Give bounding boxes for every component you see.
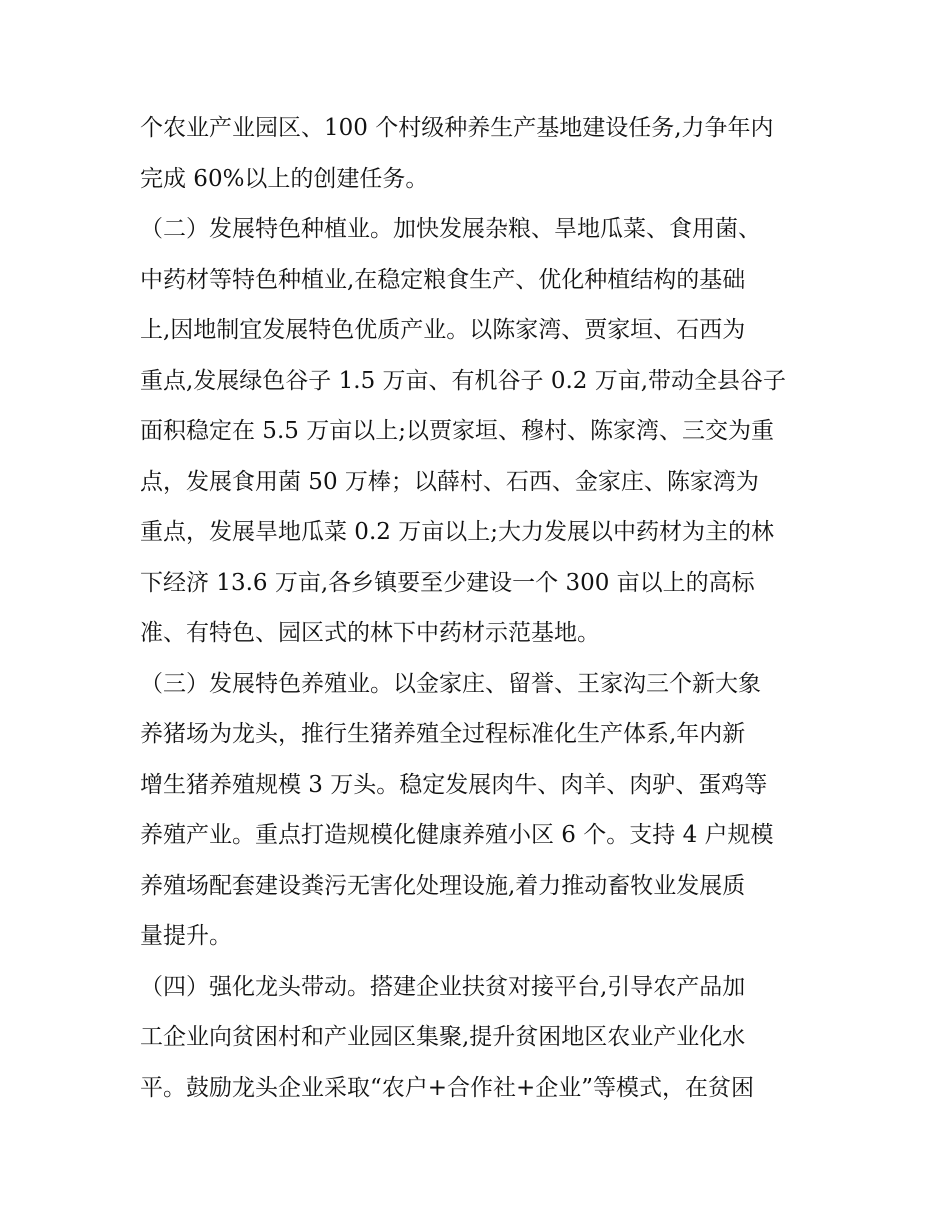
text-line: 重点，发展旱地瓜菜 0.2 万亩以上;大力发展以中药材为主的林 [140,519,774,545]
text-line: （四）强化龙头带动。搭建企业扶贫对接平台,引导农产品加 [140,973,746,1000]
text-line: 养猪场为龙头，推行生猪养殖全过程标准化生产体系,年内新 [140,721,746,747]
text-line: 面积稳定在 5.5 万亩以上;以贾家垣、穆村、陈家湾、三交为重 [140,418,774,444]
text-line: 个农业产业园区、100 个村级种养生产基地建设任务,力争年内 [140,115,774,141]
text-line: 中药材等特色种植业,在稳定粮食生产、优化种植结构的基础 [140,266,746,293]
text-line: （三）发展特色养殖业。以金家庄、留誉、王家沟三个新大象 [140,670,761,697]
text-line: 工企业向贫困村和产业园区集聚,提升贫困地区农业产业化水 [140,1024,746,1050]
text-line: 增生猪养殖规模 3 万头。稳定发展肉牛、肉羊、肉驴、蛋鸡等 [140,771,768,798]
text-line: 重点,发展绿色谷子 1.5 万亩、有机谷子 0.2 万亩,带动全县谷子 [140,367,787,394]
text-line: 养殖产业。重点打造规模化健康养殖小区 6 个。支持 4 户规模 [140,822,774,848]
text-line: 点，发展食用菌 50 万棒；以薛村、石西、金家庄、陈家湾为 [140,468,759,495]
text-line: （二）发展特色种植业。加快发展杂粮、旱地瓜菜、食用菌、 [140,216,761,242]
document-body [140,103,820,1113]
text-line: 养殖场配套建设粪污无害化处理设施,着力推动畜牧业发展质 [140,872,746,899]
text-line: 下经济 13.6 万亩,各乡镇要至少建设一个 300 亩以上的高标 [140,569,755,596]
text-line: 准、有特色、园区式的林下中药材示范基地。 [140,620,600,646]
text-line: 量提升。 [140,923,232,949]
text-line: 上,因地制宜发展特色优质产业。以陈家湾、贾家垣、石西为 [140,317,746,343]
text-line: 平。鼓励龙头企业采取“农户+合作社+企业”等模式，在贫困 [140,1074,755,1101]
text-line: 完成 60%以上的创建任务。 [140,165,429,192]
